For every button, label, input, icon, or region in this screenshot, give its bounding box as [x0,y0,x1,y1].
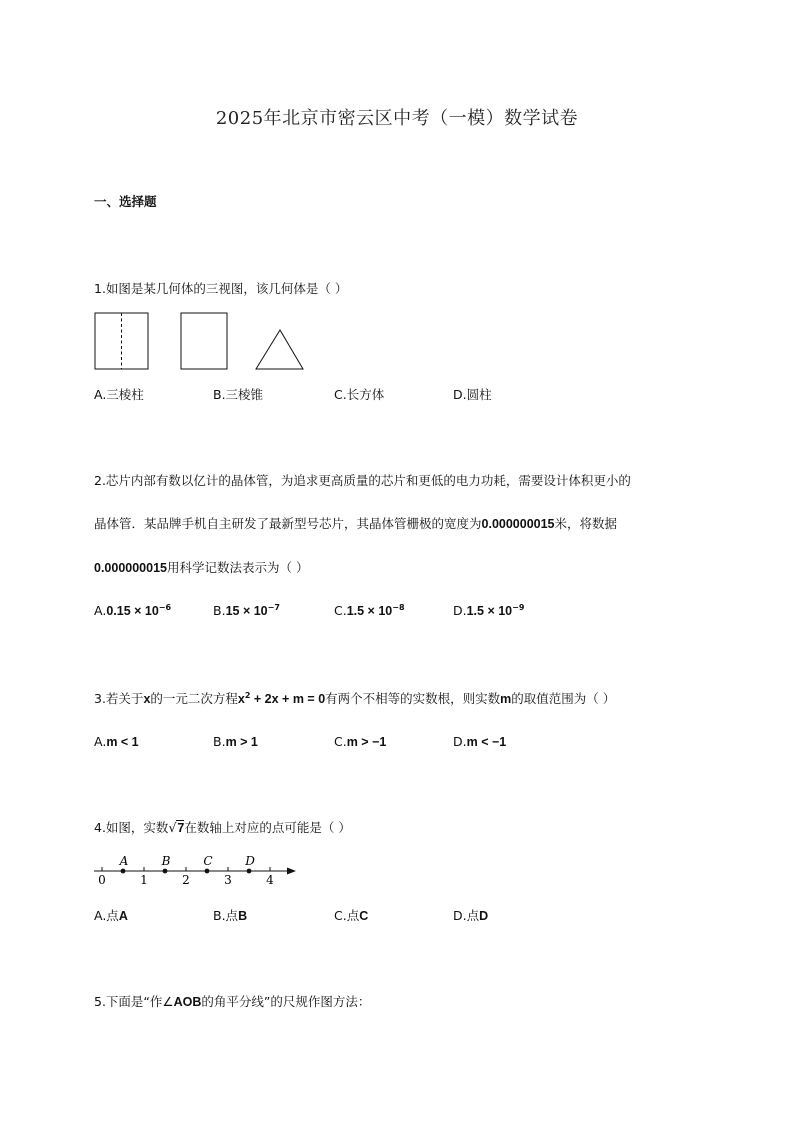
option-letter: D.点 [453,908,480,923]
axis-tick-label: 1 [140,873,148,886]
question-2-options [94,603,574,623]
option-exponent: −6 [158,603,172,612]
option-value: m > 1 [225,735,258,749]
option-letter: D. [453,734,467,749]
q3-option-d[interactable] [453,734,506,749]
question-2-line-1: 2.芯片内部有数以亿计的晶体管，为追求更高质量的芯片和更低的电力功耗，需要设计体积更小的 [94,473,631,488]
option-letter: B. [213,603,226,618]
question-4-options [94,906,574,926]
point-b-dot [163,869,168,874]
axis-tick-label: 0 [98,873,106,886]
q2-number: 0.000000015 [94,561,167,575]
q3-text: 有两个不相等的实数根，则实数 [325,691,501,706]
q2-option-c[interactable] [334,603,405,618]
option-letter: C. [334,603,347,618]
point-label: B [161,854,171,868]
option-value: 15 × 10 [225,604,268,618]
option-value: B [238,909,248,923]
point-a-dot [121,869,126,874]
q5-text: 5.下面是“作∠ [94,994,174,1009]
question-1-options [94,385,574,405]
q3-equation: x [237,692,245,706]
option-value: D [479,909,489,923]
question-3-stem [94,689,615,707]
option-letter: C.点 [334,908,360,923]
q3-text: 的一元二次方程 [150,691,238,706]
q1-option-a[interactable]: A.三棱柱 [94,387,144,402]
q4-option-b[interactable] [213,906,247,924]
option-letter: A. [94,734,107,749]
q2-number: 0.000000015 [481,517,555,531]
point-label: D [245,854,255,868]
question-2-line-3 [94,558,308,576]
option-value: m < 1 [106,735,139,749]
q3-text: 3.若关于 [94,691,144,706]
option-value: C [359,909,369,923]
q2-text: 米，将数据 [554,516,618,531]
three-view-figure [90,308,320,374]
point-label: A [119,854,129,868]
question-4-stem [94,818,351,836]
q3-text: 的取值范围为（ ） [511,691,616,706]
q4-option-c[interactable] [334,906,368,924]
q3-option-a[interactable] [94,734,139,749]
question-5-stem [94,992,370,1010]
question-2-line-2 [94,514,617,532]
option-exponent: −9 [512,603,525,612]
q2-text: 用科学记数法表示为（ ） [167,560,309,575]
axis-tick-label: 4 [266,873,274,886]
q3-equation: + 2x + m = 0 [250,692,326,706]
q3-variable: m [500,692,512,706]
option-value: A [118,909,128,923]
q3-option-c[interactable] [334,734,386,749]
question-3-options [94,734,574,754]
q3-option-b[interactable] [213,734,258,749]
option-letter: A. [94,603,107,618]
q1-option-d[interactable]: D.圆柱 [453,387,492,402]
q2-option-b[interactable] [213,603,280,618]
sqrt-radicand: 7 [177,821,185,835]
q2-option-a[interactable] [94,603,171,618]
q4-option-d[interactable] [453,906,488,924]
axis-tick-label: 3 [224,873,232,886]
point-label: C [203,854,213,868]
top-view [256,330,303,369]
option-value: 1.5 × 10 [466,604,513,618]
option-letter: B.点 [213,908,239,923]
option-letter: B. [213,734,226,749]
axis-tick-label: 2 [182,873,190,886]
point-d-dot [247,869,252,874]
q1-option-b[interactable]: B.三棱锥 [213,387,264,402]
option-value: m > −1 [346,735,387,749]
q1-option-c[interactable]: C.长方体 [334,387,385,402]
option-letter: D. [453,603,467,618]
number-line [90,850,304,886]
option-value: m < −1 [466,735,507,749]
option-value: 1.5 × 10 [346,604,393,618]
q3-exponent: 2 [244,691,251,700]
option-value: 0.15 × 10 [106,604,159,618]
q2-text: 晶体管．某品牌手机自主研发了最新型号芯片，其晶体管栅极的宽度为 [94,516,482,531]
option-letter: C. [334,734,347,749]
option-letter: A.点 [94,908,119,923]
q4-option-a[interactable] [94,906,128,924]
side-view [181,313,227,369]
section-heading: 一、选择题 [94,194,157,209]
option-exponent: −8 [392,603,405,612]
q4-text: 4.如图，实数 [94,820,169,835]
page-title: 2025年北京市密云区中考（一模）数学试卷 [215,108,579,129]
option-exponent: −7 [267,603,280,612]
q2-option-d[interactable] [453,603,524,618]
q5-text: 的角平分线”的尺规作图方法： [201,994,371,1009]
q4-text: 在数轴上对应的点可能是（ ） [184,820,351,835]
q3-variable: x [143,692,151,706]
q5-angle: AOB [173,995,202,1009]
point-c-dot [205,869,210,874]
axis-arrow-icon [287,868,296,875]
question-1-stem: 1.如图是某几何体的三视图，该几何体是（ ） [94,281,348,296]
sqrt-symbol: √7 [168,820,185,835]
